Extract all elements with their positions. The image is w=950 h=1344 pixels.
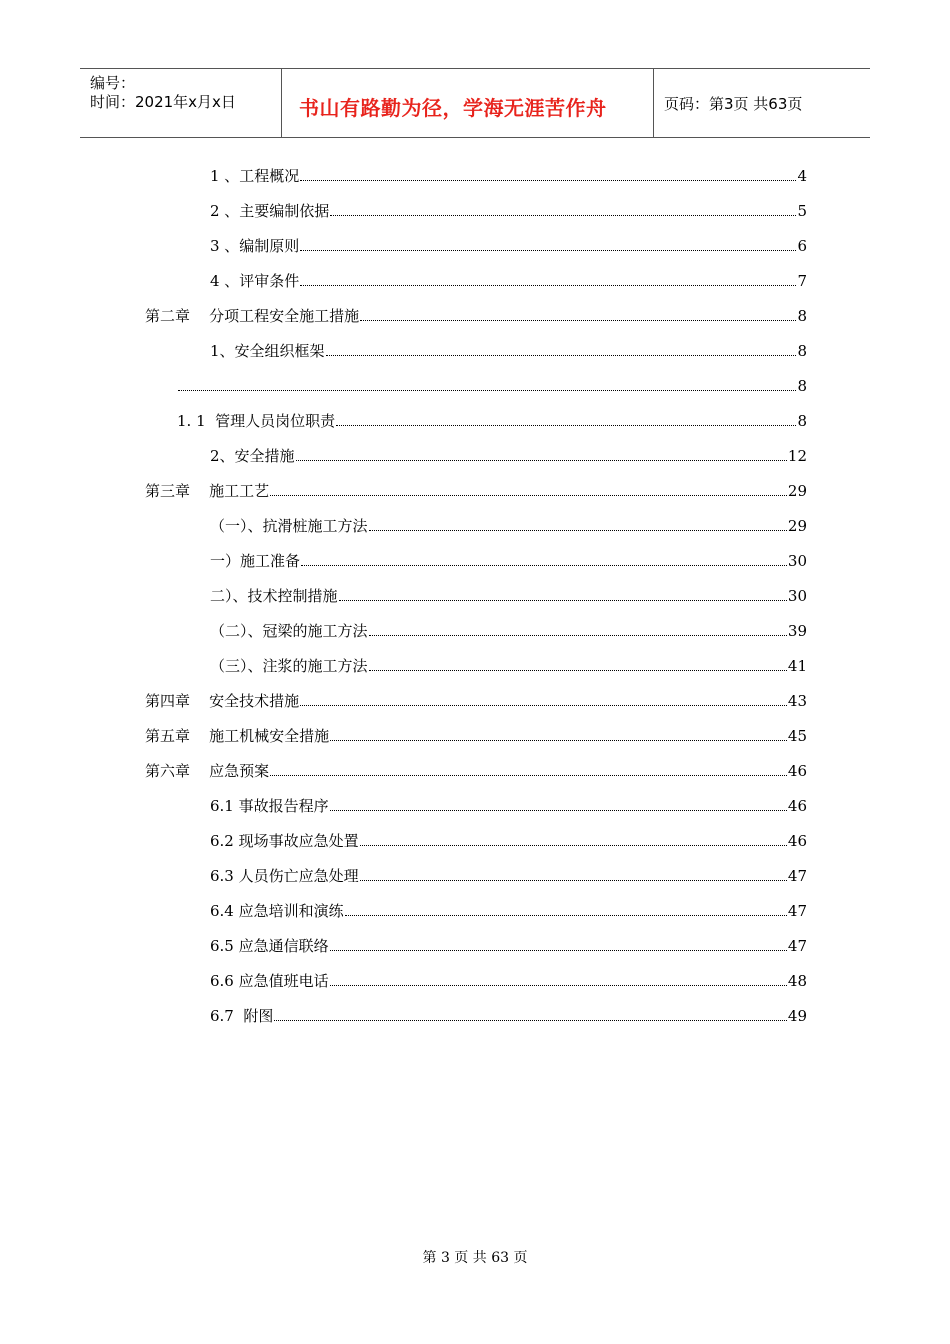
page-info: 页码：第3页 共63页 <box>664 95 803 113</box>
toc-entry-label: 6.7 附图 <box>210 1007 274 1025</box>
toc-entry-page: 43 <box>787 692 807 710</box>
toc-leader <box>178 390 796 391</box>
toc-entry-page: 30 <box>787 587 807 605</box>
toc-entry[interactable] <box>210 163 807 185</box>
time-label: 时间：2021年x月x日 <box>90 93 236 111</box>
toc-entry[interactable] <box>210 198 807 220</box>
toc-entry-label: （三）、注浆的施工方法 <box>210 657 368 675</box>
toc-entry-page: 8 <box>797 377 807 395</box>
toc-entry-page: 29 <box>787 482 807 500</box>
toc-leader <box>330 215 796 216</box>
toc-entry[interactable] <box>210 968 807 990</box>
toc-leader <box>360 320 796 321</box>
toc-entry-page: 49 <box>787 1007 807 1025</box>
toc-entry-label: 第三章 施工工艺 <box>145 482 270 500</box>
toc-entry-page: 47 <box>787 867 807 885</box>
toc-leader <box>369 530 787 531</box>
toc-leader <box>296 460 787 461</box>
motto-text: 书山有路勤为径，学海无涯苦作舟 <box>299 96 607 120</box>
toc-entry-label: 二）、技术控制措施 <box>210 587 338 605</box>
toc-entry-page: 48 <box>787 972 807 990</box>
toc-entry-label: 6.3 人员伤亡应急处理 <box>210 867 359 885</box>
toc-entry[interactable] <box>210 898 807 920</box>
toc-entry-label: 1. 1 管理人员岗位职责 <box>177 412 336 430</box>
toc-entry-label: 3 、编制原则 <box>210 237 300 255</box>
toc-leader <box>301 565 787 566</box>
toc-leader <box>360 880 787 881</box>
header-page-cell <box>654 69 870 137</box>
toc-entry-label: 6.2 现场事故应急处置 <box>210 832 359 850</box>
toc-entry[interactable] <box>177 373 807 395</box>
toc-entry-label: 6.5 应急通信联络 <box>210 937 329 955</box>
page-header <box>80 68 870 138</box>
toc-entry-page: 8 <box>797 307 807 325</box>
toc-leader <box>274 1020 787 1021</box>
toc-entry-page: 41 <box>787 657 807 675</box>
toc-entry-page: 47 <box>787 937 807 955</box>
toc-leader <box>369 670 787 671</box>
header-motto-cell <box>281 69 654 137</box>
toc-entry[interactable] <box>210 233 807 255</box>
toc-chapter[interactable] <box>145 303 807 325</box>
toc-entry-label: 2、安全措施 <box>210 447 295 465</box>
toc-entry[interactable] <box>210 583 807 605</box>
toc-entry[interactable] <box>210 513 807 535</box>
toc-entry-label: 一）施工准备 <box>210 552 301 570</box>
toc-leader <box>330 950 787 951</box>
header-meta-cell <box>80 69 282 137</box>
toc-leader <box>330 985 787 986</box>
toc-entry-label: 第六章 应急预案 <box>145 762 270 780</box>
toc-leader <box>300 250 796 251</box>
toc-entry-page: 45 <box>787 727 807 745</box>
toc-chapter[interactable] <box>145 478 807 500</box>
toc-entry-page: 29 <box>787 517 807 535</box>
toc-entry-page: 47 <box>787 902 807 920</box>
toc-entry-label: 第五章 施工机械安全措施 <box>145 727 330 745</box>
toc-entry-label: 6.4 应急培训和演练 <box>210 902 344 920</box>
toc-entry[interactable] <box>177 408 807 430</box>
toc-entry-label: 6.1 事故报告程序 <box>210 797 329 815</box>
toc-entry[interactable] <box>210 548 807 570</box>
toc-entry-label: 2 、主要编制依据 <box>210 202 330 220</box>
toc-chapter[interactable] <box>145 758 807 780</box>
toc-leader <box>270 495 787 496</box>
toc-leader <box>339 600 787 601</box>
toc-entry-label: 1、安全组织框架 <box>210 342 325 360</box>
toc-leader <box>300 180 796 181</box>
toc-entry-label: 第二章 分项工程安全施工措施 <box>145 307 360 325</box>
toc-leader <box>270 775 787 776</box>
toc-entry[interactable] <box>210 338 807 360</box>
toc-entry-page: 8 <box>797 412 807 430</box>
toc-leader <box>300 285 796 286</box>
toc-leader <box>330 810 787 811</box>
toc-entry-page: 46 <box>787 762 807 780</box>
toc-entry[interactable] <box>210 268 807 290</box>
toc-entry[interactable] <box>210 828 807 850</box>
toc-entry-page: 12 <box>787 447 807 465</box>
toc-leader <box>369 635 787 636</box>
number-label: 编号： <box>90 74 136 92</box>
toc-entry[interactable] <box>210 653 807 675</box>
toc-entry-label: （二）、冠梁的施工方法 <box>210 622 368 640</box>
toc-entry-label: 1 、工程概况 <box>210 167 300 185</box>
toc-entry[interactable] <box>210 933 807 955</box>
toc-leader <box>326 355 797 356</box>
toc-leader <box>330 740 787 741</box>
toc-entry[interactable] <box>210 443 807 465</box>
toc-entry-page: 39 <box>787 622 807 640</box>
toc-entry-page: 46 <box>787 832 807 850</box>
toc-entry-label: 6.6 应急值班电话 <box>210 972 329 990</box>
toc-entry-page: 30 <box>787 552 807 570</box>
toc-entry-page: 5 <box>797 202 807 220</box>
toc-entry[interactable] <box>210 863 807 885</box>
toc-entry-page: 6 <box>797 237 807 255</box>
toc-entry-page: 46 <box>787 797 807 815</box>
toc-leader <box>360 845 787 846</box>
toc-entry-page: 8 <box>797 342 807 360</box>
toc-entry[interactable] <box>210 1003 807 1025</box>
toc-leader <box>300 705 787 706</box>
toc-entry-label: （一）、抗滑桩施工方法 <box>210 517 368 535</box>
toc-leader <box>336 425 796 426</box>
toc-chapter[interactable] <box>145 723 807 745</box>
toc-chapter[interactable] <box>145 688 807 710</box>
toc-entry-page: 4 <box>797 167 807 185</box>
toc-entry-label: 第四章 安全技术措施 <box>145 692 300 710</box>
toc-entry-label: 4 、评审条件 <box>210 272 300 290</box>
toc-entry-page: 7 <box>797 272 807 290</box>
toc-leader <box>345 915 787 916</box>
toc-entry[interactable] <box>210 618 807 640</box>
page-footer: 第 3 页 共 63 页 <box>422 1250 528 1266</box>
toc-entry[interactable] <box>210 793 807 815</box>
